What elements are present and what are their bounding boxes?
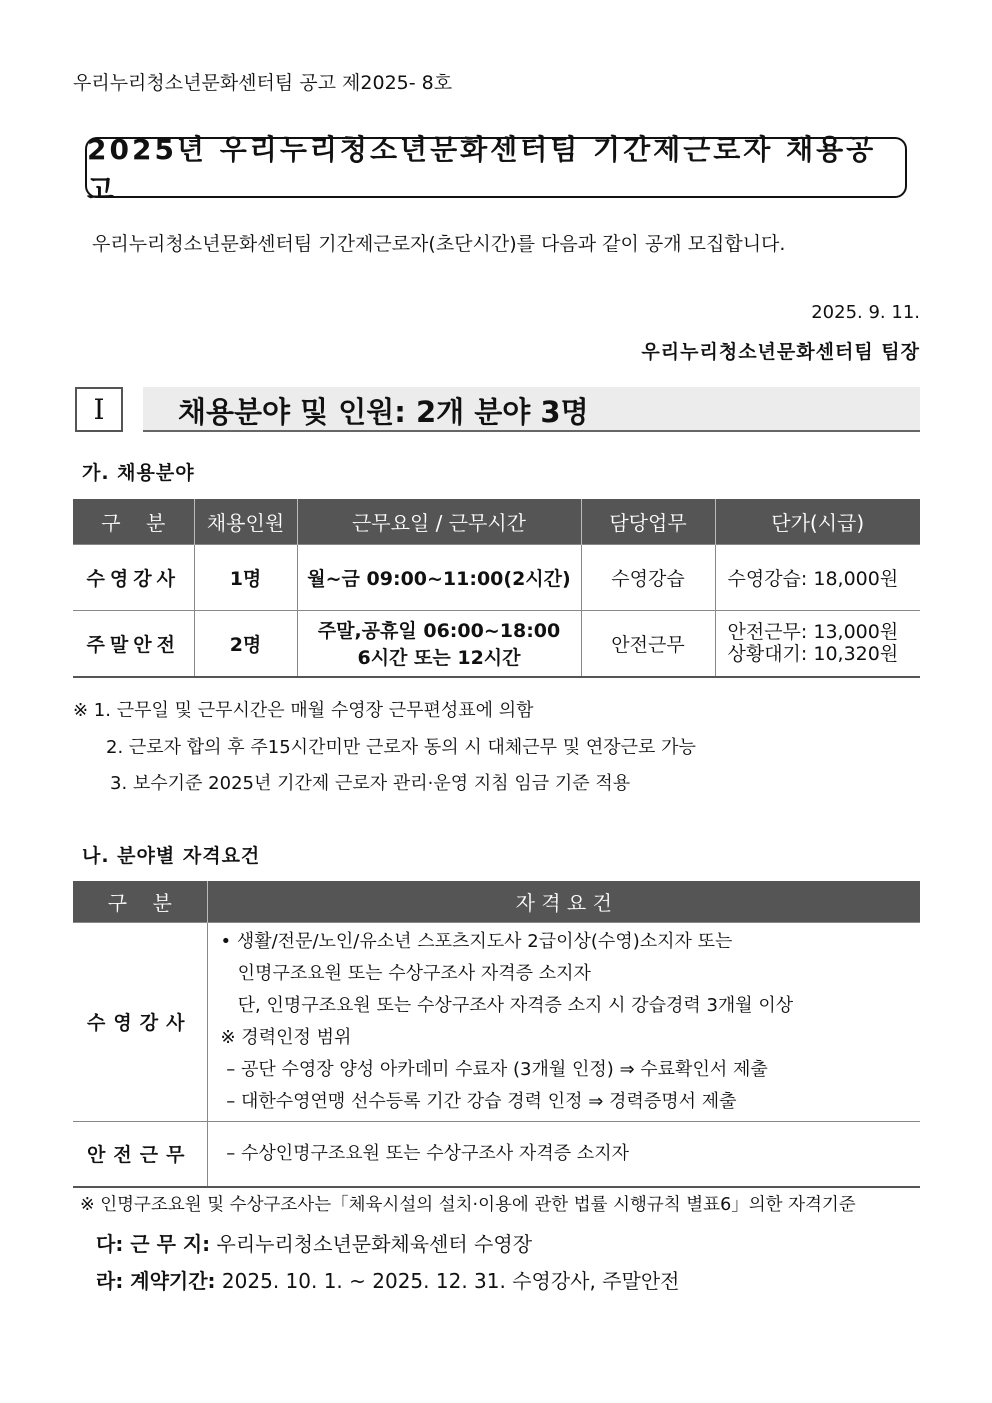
table-header-row [73, 881, 920, 922]
requirement-line: – 대한수영연맹 선수등록 기간 강습 경력 인정 ⇒ 경력증명서 제출 [220, 1090, 737, 1112]
intro-text: 우리누리청소년문화센터팀 기간제근로자(초단시간)를 다음과 같이 공개 모집합니다. [92, 233, 786, 255]
subheading-a: 가. 채용분야 [82, 462, 195, 484]
row-category: 주말안전 [73, 610, 194, 677]
header-count: 채용인원 [194, 499, 297, 544]
note-line: 3. 보수기준 2025년 기간제 근로자 관리·운영 지침 임금 기준 적용 [110, 773, 631, 794]
notice-date: 2025. 9. 11. [811, 302, 920, 323]
row-duty: 안전근무 [581, 610, 715, 677]
row-category: 수영강사 [73, 922, 207, 1121]
row-category: 안전근무 [73, 1121, 207, 1187]
wage-line: 상황대기: 10,320원 [727, 643, 899, 666]
table-row [73, 1121, 920, 1187]
header-requirements: 자 격 요 건 [207, 881, 920, 922]
legal-note: ※ 인명구조요원 및 수상구조사는「체육시설의 설치·이용에 관한 법률 시행규칙 별표6」의한 자격기준 [80, 1195, 856, 1215]
table-row [73, 922, 920, 1121]
row-wage: 수영강습: 18,000원 [715, 544, 920, 610]
row-count: 2명 [194, 610, 297, 677]
workplace-value: 우리누리청소년문화체육센터 수영장 [216, 1232, 533, 1256]
section-number: Ⅰ [75, 387, 123, 432]
note-line: 2. 근로자 합의 후 주15시간미만 근로자 동의 시 대체근무 및 연장근로 가능 [106, 737, 696, 758]
row-requirements [207, 922, 920, 1121]
table-row [73, 544, 920, 610]
workplace-label: 다: 근 무 지: [96, 1232, 211, 1256]
recruitment-table [73, 499, 920, 678]
requirement-line: – 수상인명구조요원 또는 수상구조사 자격증 소지자 [220, 1142, 629, 1164]
header-schedule: 근무요일 / 근무시간 [297, 499, 581, 544]
requirement-line: 인명구조요원 또는 수상구조사 자격증 소지자 [220, 962, 591, 984]
row-count: 1명 [194, 544, 297, 610]
subheading-b: 나. 분야별 자격요건 [82, 845, 261, 867]
header-category: 구 분 [73, 881, 207, 922]
requirement-line: • 생활/전문/노인/유소년 스포츠지도사 2급이상(수영)소지자 또는 [220, 930, 733, 952]
header-wage: 단가(시급) [715, 499, 920, 544]
workplace-line [96, 1228, 532, 1257]
contract-label: 라: 계약기간: [96, 1269, 216, 1293]
row-duty: 수영강습 [581, 544, 715, 610]
notice-number: 우리누리청소년문화센터팀 공고 제2025- 8호 [73, 72, 453, 94]
schedule-line: 주말,공휴일 06:00~18:00 [317, 620, 561, 643]
note-line: ※ 1. 근무일 및 근무시간은 매월 수영장 근무편성표에 의함 [73, 700, 534, 721]
requirement-line: – 공단 수영장 양성 아카데미 수료자 (3개월 인정) ⇒ 수료확인서 제출 [220, 1058, 768, 1080]
row-schedule [297, 610, 581, 677]
header-category: 구 분 [73, 499, 194, 544]
wage-line: 안전근무: 13,000원 [727, 621, 899, 644]
issuer: 우리누리청소년문화센터팀 팀장 [641, 341, 920, 363]
row-wage [715, 610, 920, 677]
page-title: 2025년 우리누리청소년문화센터팀 기간제근로자 채용공고 [85, 137, 907, 198]
qualification-table [73, 881, 920, 1188]
row-category: 수영강사 [73, 544, 194, 610]
contract-line [96, 1265, 679, 1294]
contract-value: 2025. 10. 1. ~ 2025. 12. 31. 수영강사, 주말안전 [221, 1269, 680, 1293]
row-schedule: 월~금 09:00~11:00(2시간) [297, 544, 581, 610]
header-duty: 담당업무 [581, 499, 715, 544]
table-row [73, 610, 920, 677]
requirement-line: ※ 경력인정 범위 [220, 1026, 352, 1048]
schedule-line: 6시간 또는 12시간 [357, 647, 521, 670]
section-title: 채용분야 및 인원: 2개 분야 3명 [178, 395, 589, 429]
row-requirements [207, 1121, 920, 1187]
requirement-line: 단, 인명구조요원 또는 수상구조사 자격증 소지 시 강습경력 3개월 이상 [220, 994, 794, 1016]
table-header-row [73, 499, 920, 544]
